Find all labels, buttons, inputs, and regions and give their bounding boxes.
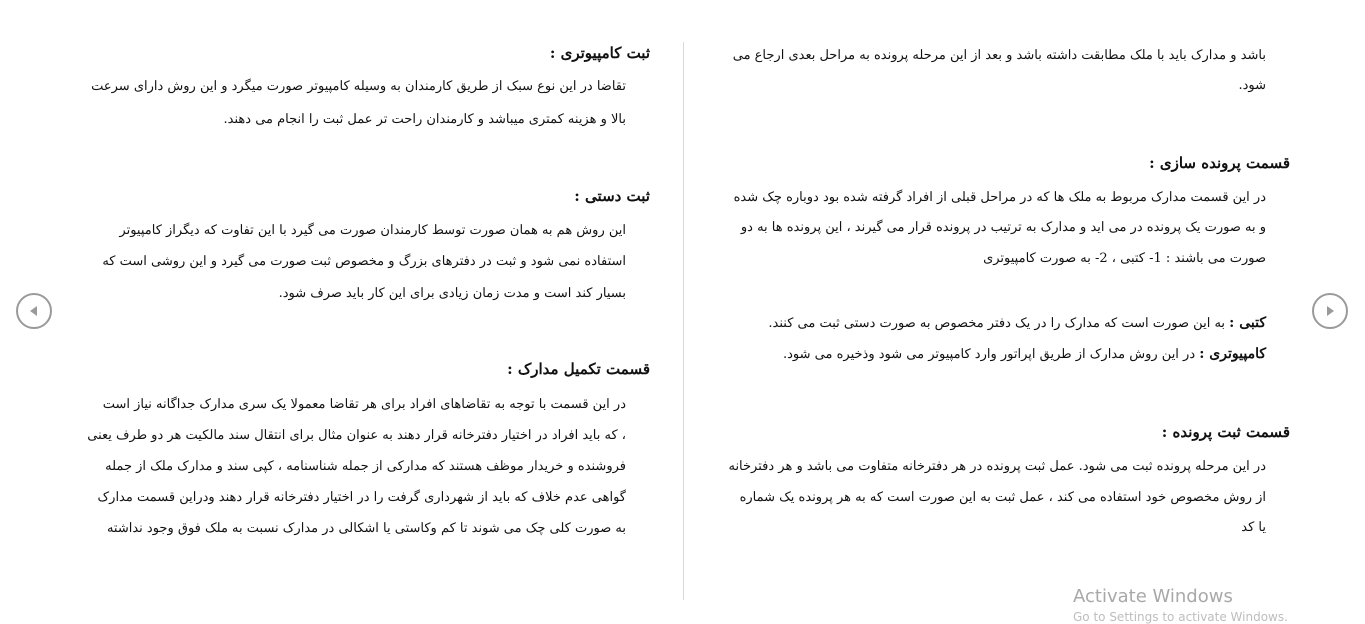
paragraph-line: بسیار کند است و مدت زمان زیادی برای این کار باید صرف شود. bbox=[278, 286, 626, 301]
paragraph-line: یا کد bbox=[1241, 520, 1266, 535]
paragraph-line: باشد و مدارک باید با ملک مطابقت داشته باشد و بعد از این مرحله پرونده به مراحل بعدی ارجاع می bbox=[732, 48, 1266, 63]
definition-written bbox=[768, 313, 1266, 334]
paragraph-line: استفاده نمی شود و ثبت در دفترهای بزرگ و مخصوص ثبت صورت می گیرد و این روشی است که bbox=[102, 254, 626, 269]
paragraph-line: شود. bbox=[1238, 78, 1266, 93]
section-heading: ثبت کامپیوتری : bbox=[549, 44, 650, 62]
section-heading: قسمت تکمیل مدارک : bbox=[507, 360, 650, 378]
definition-term: کتبی : bbox=[1229, 315, 1266, 331]
next-page-button[interactable] bbox=[1312, 293, 1348, 329]
definition-computer bbox=[783, 344, 1266, 365]
page-divider bbox=[683, 42, 684, 600]
definition-text: در این روش مدارک از طریق اپراتور وارد کامپیوتر می شود وذخیره می شود. bbox=[783, 347, 1200, 362]
definition-term: کامپیوتری : bbox=[1199, 346, 1266, 362]
paragraph-line: این روش هم به همان صورت توسط کارمندان صورت می گیرد با این تفاوت که دیگراز کامپیوتر bbox=[119, 223, 626, 238]
activation-watermark-subtitle: Go to Settings to activate Windows. bbox=[1073, 610, 1288, 624]
paragraph-line: تقاضا در این نوع سبک از طریق کارمندان به وسیله کامپیوتر صورت میگرد و این روش دارای سرعت bbox=[91, 79, 626, 94]
section-heading: قسمت پرونده سازی : bbox=[1149, 154, 1290, 172]
paragraph-line: از روش مخصوص خود استفاده می کند ، عمل ثبت به این صورت است که به هر پرونده یک شماره bbox=[739, 490, 1266, 505]
paragraph-line: و به صورت یک پرونده در می اید و مدارک به ترتیب در پرونده قرار می گیرند ، این پرونده ها به دو bbox=[740, 220, 1266, 235]
chevron-left-icon bbox=[26, 303, 42, 319]
paragraph-line: بالا و هزینه کمتری میباشد و کارمندان راحت تر عمل ثبت را انجام می دهند. bbox=[223, 112, 626, 127]
previous-page-button[interactable] bbox=[16, 293, 52, 329]
paragraph-line: در این قسمت با توجه به تقاضاهای افراد برای هر تقاضا معمولا یک سری مدارک جداگانه نیاز است bbox=[102, 397, 626, 412]
paragraph-line: به صورت کلی چک می شوند تا کم وکاستی یا اشکالی در مدارک نسبت به ملک فوق وجود نداشته bbox=[106, 521, 626, 536]
definition-text: به این صورت است که مدارک را در یک دفتر مخصوص به صورت دستی ثبت می کنند. bbox=[768, 316, 1230, 331]
paragraph-line: صورت می باشند : 1- کتبی ، 2- به صورت کامپیوتری bbox=[983, 251, 1266, 266]
activation-watermark-title: Activate Windows bbox=[1073, 586, 1233, 607]
paragraph-line: گواهی عدم خلاف که باید از شهرداری گرفت را در اختیار دفترخانه قرار دهند ودراین قسمت مدارک bbox=[97, 490, 626, 505]
chevron-right-icon bbox=[1322, 303, 1338, 319]
paragraph-line: در این قسمت مدارک مربوط به ملک ها که در مراحل قبلی از افراد گرفته شده بود دوباره چک شده bbox=[733, 190, 1266, 205]
paragraph-line: فروشنده و خریدار موظف هستند که مدارکی از جمله شناسنامه ، کپی سند و مدارک ملک از جمله bbox=[105, 459, 626, 474]
section-heading: ثبت دستی : bbox=[574, 187, 650, 205]
paragraph-line: در این مرحله پرونده ثبت می شود. عمل ثبت پرونده در هر دفترخانه متفاوت می باشد و هر دفترخانه bbox=[728, 459, 1266, 474]
section-heading: قسمت ثبت پرونده : bbox=[1161, 423, 1290, 441]
paragraph-line: ، که باید افراد در اختیار دفترخانه قرار دهند به عنوان مثال برای انتقال سند مالکیت هر دو طرف یعنی bbox=[87, 428, 626, 443]
